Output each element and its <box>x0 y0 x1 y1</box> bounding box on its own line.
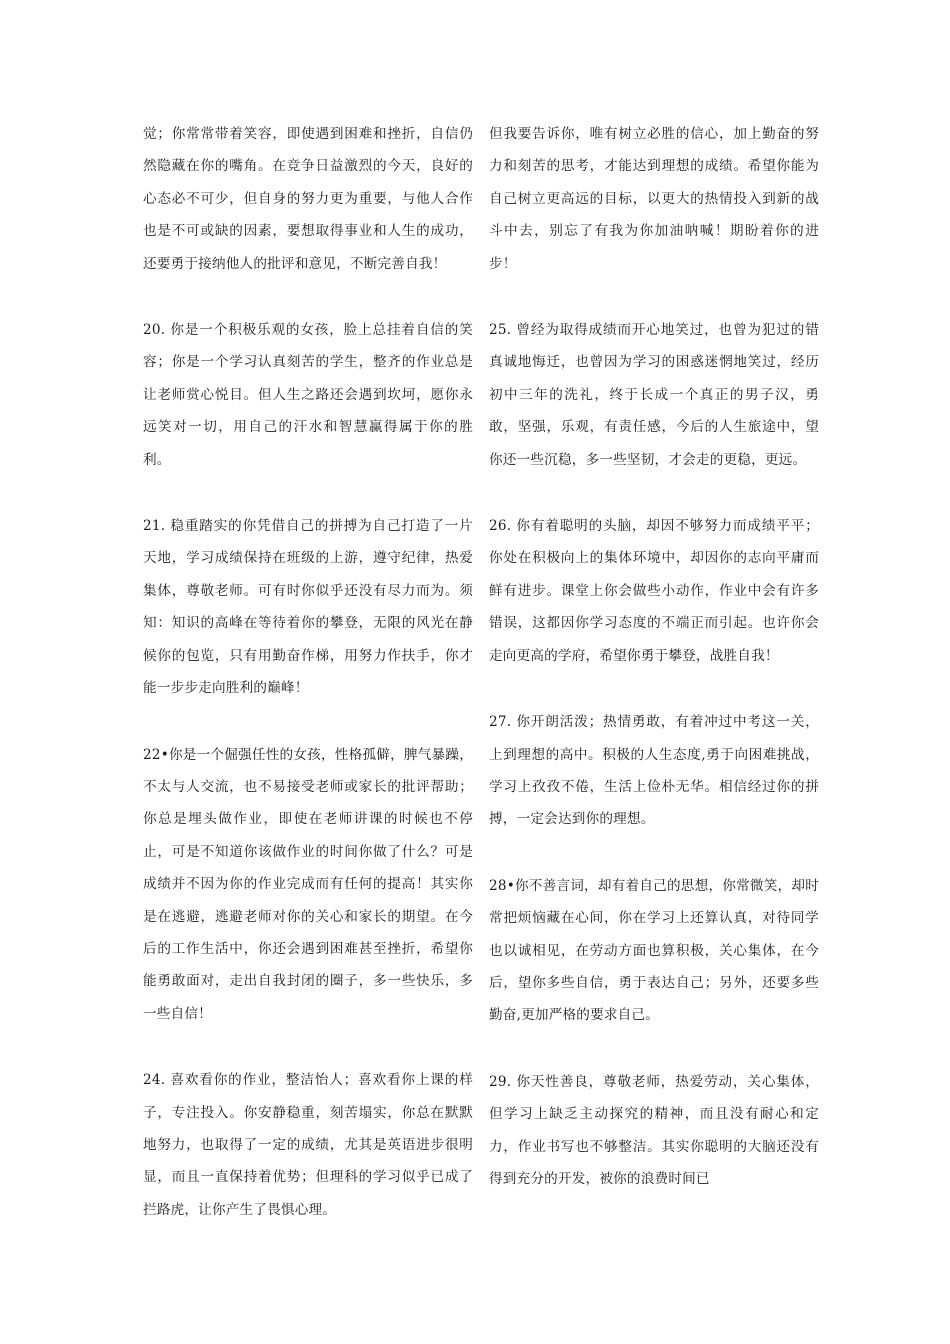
left-column <box>143 118 473 1260</box>
paragraph-25: 25. 曾经为取得成绩而开心地笑过，也曾为犯过的错真诚地悔迁，也曾因为学习的困惑迷惘地笑过，经历初中三年的洗礼，终于长成一个真正的男子汉，勇敢，坚强，乐观，有责任感，今后的人生旅途中，望你还一些沉稳，多一些坚韧，才会走的更稳，更远。 <box>489 322 819 468</box>
paragraph-28: 28•你不善言词，却有着自己的思想，你常微笑，却时常把烦恼藏在心间，你在学习上还算认真，对待同学也以诚相见，在劳动方面也算积极，关心集体，在今后，望你多些自信，勇于表达自己；另外，还要多些勤奋,更加严格的要求自己。 <box>489 877 819 1024</box>
paragraph-26: 26. 你有着聪明的头脑，却因不够努力而成绩平平；你处在积极向上的集体环境中，却因你的志向平庸而鲜有进步。课堂上你会做些小动作，作业中会有许多错误，这都因你学习态度的不端正而引起。也许你会走向更高的学府，希望你勇于攀登，战胜自我！ <box>489 518 819 664</box>
right-column <box>489 118 819 1229</box>
paragraph-29: 29. 你天性善良，尊敬老师，热爱劳动，关心集体，但学习上缺乏主动探究的精神，而且没有耐心和定力，作业书写也不够整洁。其实你聪明的大脑还没有得到充分的开发，被你的浪费时间已 <box>489 1073 819 1187</box>
paragraph-20: 20. 你是一个积极乐观的女孩，脸上总挂着自信的笑容；你是一个学习认真刻苦的学生，整齐的作业总是让老师赏心悦目。但人生之路还会遇到坎坷，愿你永远笑对一切，用自己的汗水和智慧赢得属于你的胜利。 <box>143 322 473 468</box>
paragraph-24-continued: 但我要告诉你，唯有树立必胜的信心，加上勤奋的努力和刻苦的思考，才能达到理想的成绩。希望你能为自己树立更高远的目标，以更大的热情投入到新的战斗中去，别忘了有我为你加油呐喊！期盼着你的进步！ <box>489 126 819 272</box>
paragraph-27: 27. 你开朗活泼；热情勇敢，有着冲过中考这一关，上到理想的高中。积极的人生态度,勇于向困难挑战，学习上孜孜不倦，生活上俭朴无华。相信经过你的拼搏，一定会达到你的理想。 <box>489 714 819 828</box>
paragraph-24: 24. 喜欢看你的作业，整洁怡人；喜欢看你上课的样子，专注投入。你安静稳重，刻苦塌实，你总在默默地努力，也取得了一定的成绩，尤其是英语进步很明显，而且一直保持着优势；但理科的学习似乎已成了拦路虎，让你产生了畏惧心理。 <box>143 1072 473 1218</box>
paragraph-21: 21. 稳重踏实的你凭借自己的拼搏为自己打造了一片天地，学习成绩保持在班级的上游，遵守纪律，热爱集体，尊敬老师。可有时你似乎还没有尽力而为。须知：知识的高峰在等待着你的攀登，无限的风光在静候你的包览，只有用勤奋作梯，用努力作扶手，你才能一步步走向胜利的巅峰！ <box>143 518 473 697</box>
paragraph-continued: 觉；你常常带着笑容，即使遇到困难和挫折，自信仍然隐藏在你的嘴角。在竞争日益激烈的今天，良好的心态必不可少，但自身的努力更为重要，与他人合作也是不可或缺的因素，要想取得事业和人生的成功，还要勇于接纳他人的批评和意见，不断完善自我！ <box>143 126 473 272</box>
paragraph-22: 22•你是一个倔强任性的女孩，性格孤僻，脾气暴躁，不太与人交流，也不易接受老师或家长的批评帮助；你总是埋头做作业，即使在老师讲课的时候也不停止，可是不知道你该做作业的时间你做了什么？可是成绩并不因为你的作业完成而有任何的提高！其实你是在逃避，逃避老师对你的关心和家长的期望。在今后的工作生活中，你还会遇到困难甚至挫折，希望你能勇敢面对，走出自我封闭的圈子，多一些快乐，多一些自信！ <box>143 746 473 1022</box>
